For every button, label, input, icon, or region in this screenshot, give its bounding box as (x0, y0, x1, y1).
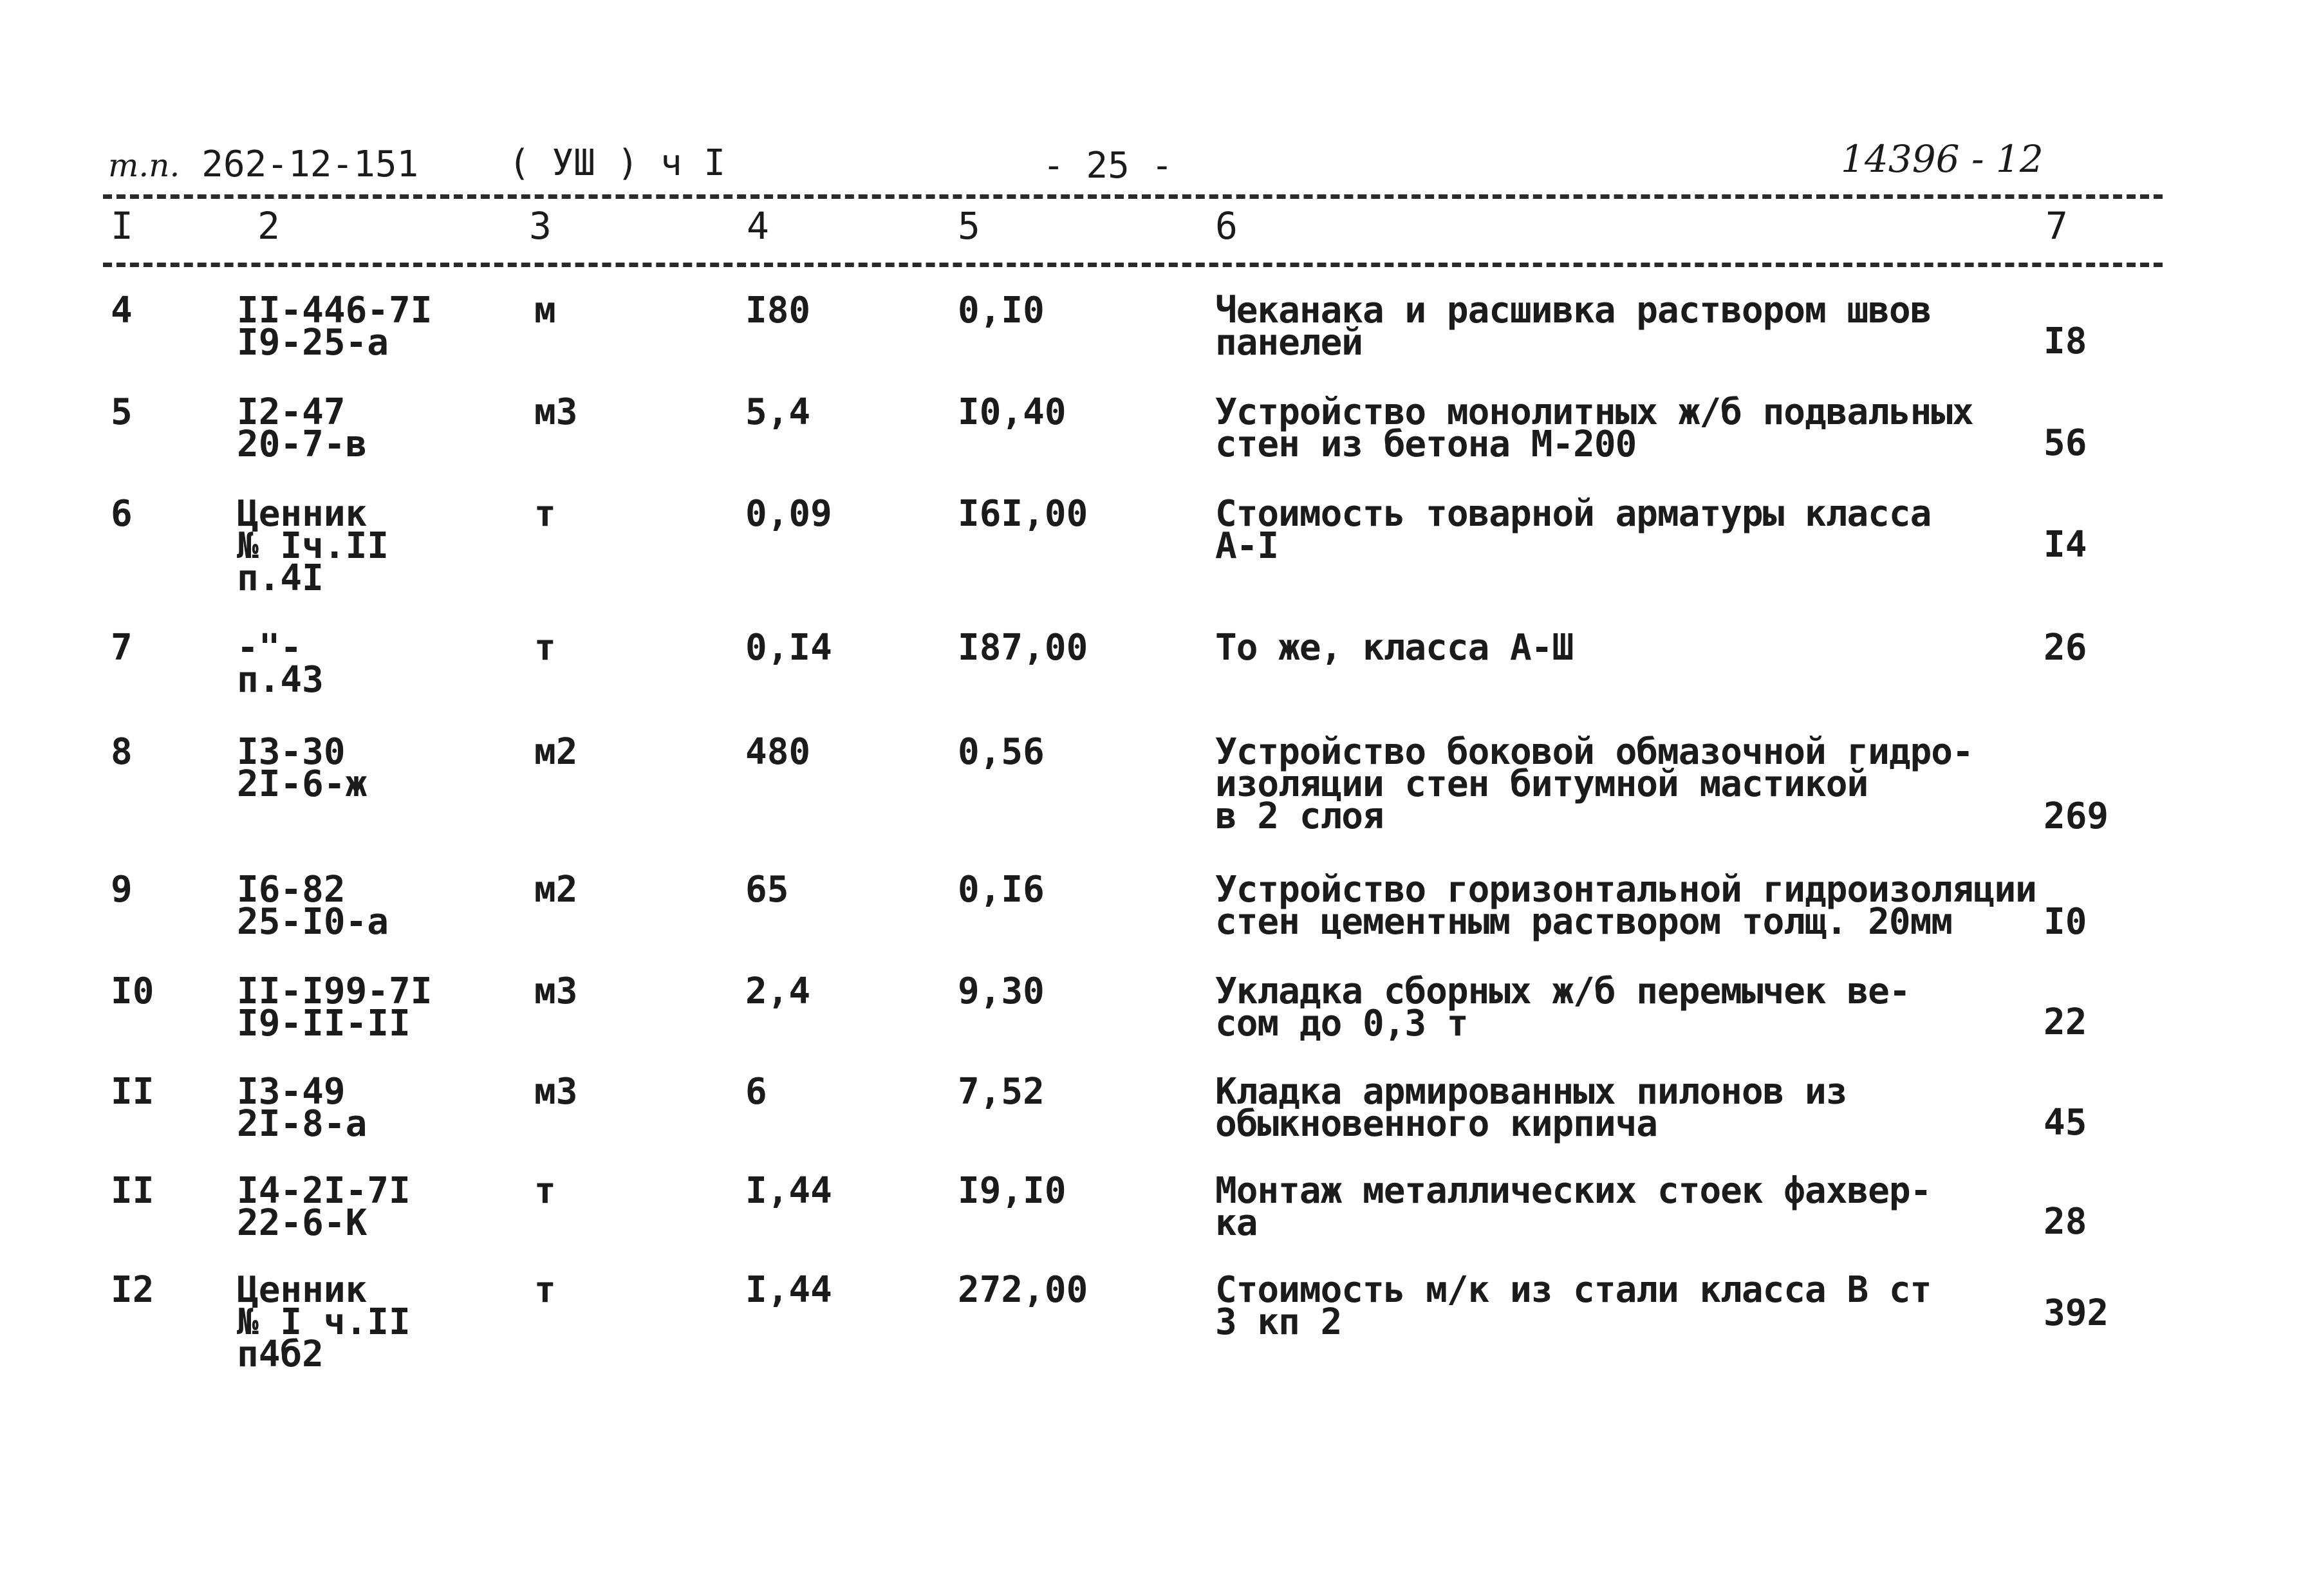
page-number: - 25 - (1043, 145, 1173, 187)
column-header-7: 7 (2045, 204, 2068, 248)
row-total: I4 (2044, 524, 2087, 566)
row-description: Стоимость м/к из стали класса В ст 3 кп 2 (1215, 1269, 1932, 1343)
document-code-prefix: т.п. (108, 147, 180, 184)
row-unit: т (534, 493, 556, 535)
row-quantity: 6 (745, 1071, 767, 1113)
row-total: I8 (2044, 320, 2087, 362)
column-header-2: 2 (257, 204, 280, 248)
row-number: I0 (111, 970, 154, 1012)
row-code: I3-30 2I-6-ж (237, 731, 368, 805)
row-quantity: I80 (745, 290, 811, 331)
row-description: Устройство монолитных ж/б подвальных стен из бетона М-200 (1215, 391, 1973, 465)
row-code: Ценник № I ч.II п4б2 (237, 1269, 411, 1375)
row-code: I4-2I-7I 22-6-К (237, 1170, 411, 1244)
row-code: II-446-7I I9-25-а (237, 290, 433, 364)
row-unit: м3 (534, 970, 578, 1012)
row-number: 7 (111, 627, 133, 669)
column-header-3: 3 (529, 204, 552, 248)
row-unit: т (534, 1269, 556, 1311)
row-unit-price: 272,00 (958, 1269, 1088, 1311)
row-number: I2 (111, 1269, 154, 1311)
row-description: Монтаж металлических стоек фахвер- ка (1215, 1170, 1932, 1244)
row-unit-price: 0,I0 (958, 290, 1045, 331)
row-description: Кладка армированных пилонов из обыкновенного кирпича (1215, 1071, 1847, 1145)
row-code: Ценник № Iч.II п.4I (237, 493, 389, 599)
row-quantity: 0,09 (745, 493, 832, 535)
row-unit: м2 (534, 731, 578, 773)
row-description: Укладка сборных ж/б перемычек ве- сом до 0,3 т (1215, 970, 1910, 1044)
row-code: I2-47 20-7-в (237, 391, 368, 465)
row-unit-price: 7,52 (958, 1071, 1045, 1113)
row-total: 269 (2044, 795, 2109, 837)
row-total: 56 (2044, 422, 2087, 464)
document-code (108, 144, 419, 185)
row-unit-price: 9,30 (958, 970, 1045, 1012)
column-header-4: 4 (747, 204, 769, 248)
column-header-6: 6 (1215, 204, 1238, 248)
inventory-number: 14396 - 12 (1841, 137, 2044, 181)
row-number: 8 (111, 731, 133, 773)
document-part: ( УШ ) ч I (508, 142, 726, 184)
row-quantity: I,44 (745, 1269, 832, 1311)
row-total: 28 (2044, 1201, 2087, 1243)
row-code: II-I99-7I I9-II-II (237, 970, 433, 1044)
row-number: 6 (111, 493, 133, 535)
row-description: То же, класса А-Ш (1215, 627, 1574, 669)
row-total: 392 (2044, 1292, 2109, 1334)
row-total: 22 (2044, 1001, 2087, 1043)
row-quantity: 0,I4 (745, 627, 832, 669)
row-number: 4 (111, 290, 133, 331)
row-description: Чеканака и расшивка раствором швов панелей (1215, 290, 1932, 364)
header-divider-top (103, 194, 2163, 199)
row-unit: т (534, 627, 556, 669)
row-code: I6-82 25-I0-а (237, 869, 389, 943)
row-unit-price: 0,56 (958, 731, 1045, 773)
row-quantity: 5,4 (745, 391, 811, 433)
document-code-value: 262-12-151 (201, 144, 419, 185)
row-code: -"- п.43 (237, 627, 324, 701)
row-number: 5 (111, 391, 133, 433)
column-header-1: I (111, 204, 133, 248)
row-quantity: 2,4 (745, 970, 811, 1012)
row-unit-price: I0,40 (958, 391, 1066, 433)
column-header-5: 5 (958, 204, 980, 248)
row-unit: м (534, 290, 556, 331)
row-unit: м3 (534, 1071, 578, 1113)
row-unit: м2 (534, 869, 578, 911)
row-unit: т (534, 1170, 556, 1212)
row-unit: м3 (534, 391, 578, 433)
row-unit-price: I9,I0 (958, 1170, 1066, 1212)
row-quantity: 65 (745, 869, 789, 911)
row-number: II (111, 1170, 154, 1212)
row-total: 26 (2044, 627, 2087, 669)
row-quantity: I,44 (745, 1170, 832, 1212)
row-description: Стоимость товарной арматуры класса А-I (1215, 493, 1932, 567)
row-total: 45 (2044, 1102, 2087, 1144)
row-description: Устройство горизонтальной гидроизоляции стен цементным раствором толщ. 20мм (1215, 869, 2036, 943)
row-quantity: 480 (745, 731, 811, 773)
header-divider-bottom (103, 263, 2163, 267)
row-unit-price: I6I,00 (958, 493, 1088, 535)
row-unit-price: I87,00 (958, 627, 1088, 669)
row-unit-price: 0,I6 (958, 869, 1045, 911)
row-description: Устройство боковой обмазочной гидро- изоляции стен битумной мастикой в 2 слоя (1215, 731, 1973, 837)
row-total: I0 (2044, 901, 2087, 943)
row-number: 9 (111, 869, 133, 911)
row-code: I3-49 2I-8-а (237, 1071, 368, 1145)
row-number: II (111, 1071, 154, 1113)
